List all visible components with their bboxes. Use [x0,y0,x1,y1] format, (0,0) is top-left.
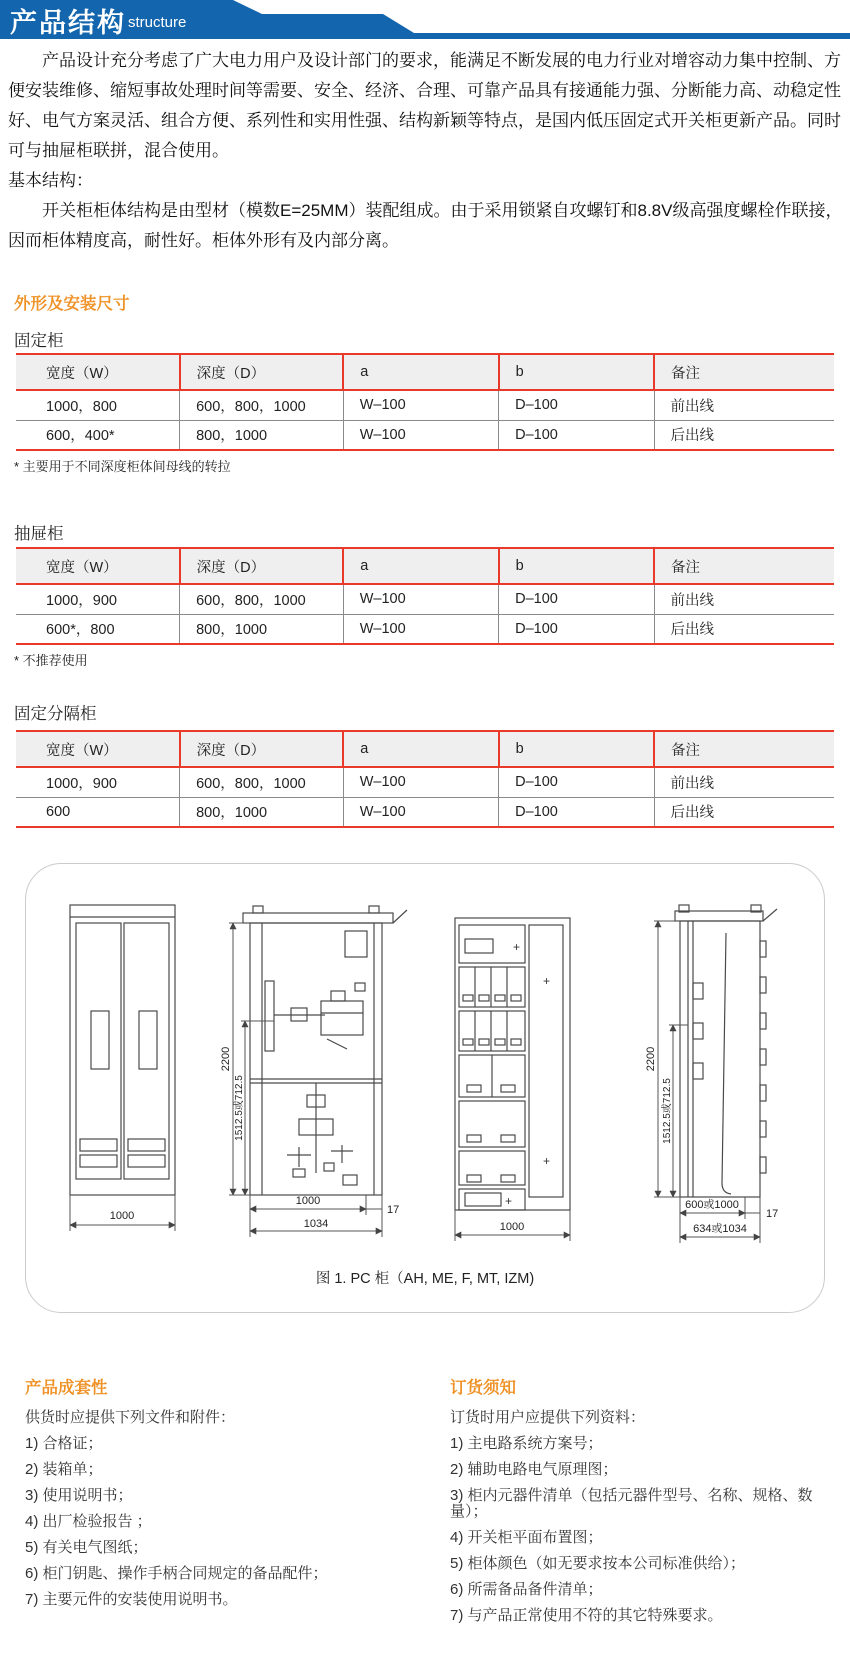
intro-paragraph-2: 开关柜柜体结构是由型材（模数E=25MM）装配组成。由于采用锁紧自攻螺钉和8.8V级高强度螺栓作联接，因而柜体精度高，耐性好。柜体外形有及内部分离。 [8,201,843,250]
intro-paragraph-1: 产品设计充分考虑了广大电力用户及设计部门的要求，能满足不断发展的电力行业对增容动力集中控制、方便安装维修、缩短事故处理时间等需要、安全、经济、合理、可靠产品具有接通能力强、分断能力高、动稳定性好、电气方案灵活、组合方便、系列性和实用性强、结构新颖等特点，是国内低压固定式开关柜更新产品。同时可与抽屉柜联拼，混合使用。 [8,51,841,160]
dim-label-section-wall: 17 [387,1204,400,1216]
plus-marks [505,940,550,1208]
order-section [450,1380,845,1634]
list-item: 3) 柜内元器件清单（包括元器件型号、名称、规格、数量）； [450,1487,813,1520]
cell: D–100 [499,390,654,420]
dim-label-section-inner-height: 1512.5或712.5 [234,1075,245,1141]
cell: W–100 [343,797,498,827]
cabinet-front-view-drawing [70,905,175,1195]
col-header: 深度（D） [180,731,344,767]
col-header: a [343,354,498,390]
svg-text:+: + [505,1194,513,1208]
supply-intro: 供货时应提供下列文件和附件： [25,1409,236,1426]
cell: 600，800，1000 [180,767,344,797]
cell: 1000，900 [16,584,180,614]
col-header: a [343,548,498,584]
dim-label-side-outer-depth: 634或1034 [693,1223,747,1235]
figure-box [25,863,825,1313]
supply-heading: 产品成套性 [25,1379,108,1397]
dim-label-side-depth: 600或1000 [685,1199,739,1211]
col-header: 宽度（W） [16,731,180,767]
list-item: 1) 主电路系统方案号； [450,1435,603,1452]
list-item: 7) 与产品正常使用不符的其它特殊要求。 [450,1607,723,1624]
order-intro: 订货时用户应提供下列资料： [450,1409,646,1426]
page-title: 产品结构 [10,8,126,38]
intro-block [8,46,844,256]
cell: 后出线 [654,420,834,450]
cell: D–100 [499,767,654,797]
figure-border [26,864,825,1313]
cell: W–100 [343,614,498,644]
dim-label-side-wall: 17 [766,1208,779,1220]
col-header: 宽度（W） [16,354,180,390]
figure-caption: 图 1. PC 柜（AH, ME, F, MT, IZM) [315,1271,535,1287]
svg-text:+: + [513,940,521,954]
cell: 600*，800 [16,614,180,644]
list-item: 5) 有关电气图纸； [25,1539,148,1556]
cell: 600 [16,797,180,827]
cell: 800，1000 [180,614,344,644]
cabinet-section-view-drawing [243,906,407,1195]
cell: 1000，900 [16,767,180,797]
list-item: 1) 合格证； [25,1435,103,1452]
cell: W–100 [343,767,498,797]
fixed-cabinet-footnote: * 主要用于不同深度柜体间母线的转拉 [14,459,231,474]
cell: 前出线 [654,767,834,797]
list-item: 3) 使用说明书； [25,1487,133,1504]
order-heading: 订货须知 [450,1379,516,1397]
table-header-row [16,548,834,584]
cell: 1000，800 [16,390,180,420]
cabinet-module-front-drawing [455,918,570,1210]
dimensions-heading: 外形及安装尺寸 [14,295,130,313]
dim-label-side-height: 2200 [645,1046,657,1072]
col-header: b [499,731,654,767]
col-header: 宽度（W） [16,548,180,584]
table-header-row [16,354,834,390]
list-item: 4) 开关柜平面布置图； [450,1529,603,1546]
cell: D–100 [499,420,654,450]
col-header: 深度（D） [180,354,344,390]
svg-text:+: + [543,1154,551,1168]
cell: 600，400* [16,420,180,450]
cabinet-drawings [25,863,825,1313]
col-header: a [343,731,498,767]
col-header: 备注 [654,354,834,390]
drawer-cabinet-footnote: * 不推荐使用 [14,653,88,668]
cabinet-side-view-drawing [675,905,777,1197]
cell: 800，1000 [180,420,344,450]
cell: 前出线 [654,390,834,420]
cell: 800，1000 [180,797,344,827]
list-item: 7) 主要元件的安装使用说明书。 [25,1591,238,1608]
dim-label-module-width: 1000 [499,1221,525,1233]
partition-cabinet-table [16,730,834,828]
table-row [16,614,834,644]
cell: 前出线 [654,584,834,614]
cabinet-2-dimensions [229,923,382,1237]
col-header: 备注 [654,548,834,584]
list-item: 6) 柜门钥匙、操作手柄合同规定的备品配件； [25,1565,328,1582]
cell: D–100 [499,797,654,827]
fixed-cabinet-label: 固定柜 [14,332,64,350]
cell: 后出线 [654,797,834,827]
cell: W–100 [343,584,498,614]
dim-label-front-width: 1000 [109,1210,135,1222]
list-item: 6) 所需备品备件清单； [450,1581,603,1598]
cell: 后出线 [654,614,834,644]
table-row [16,584,834,614]
table-row [16,767,834,797]
table-header-row [16,731,834,767]
cell: 600，800，1000 [180,584,344,614]
cell: 600，800，1000 [180,390,344,420]
svg-text:+: + [543,974,551,988]
list-item: 5) 柜体颜色（如无要求按本公司标准供给）； [450,1555,746,1572]
cell: D–100 [499,614,654,644]
table-row [16,390,834,420]
page-header [0,0,850,40]
supply-section [25,1380,430,1618]
list-item: 4) 出厂检验报告 ； [25,1513,152,1530]
basic-structure-label: 基本结构： [8,171,93,190]
table-row [16,420,834,450]
list-item: 2) 辅助电路电气原理图； [450,1461,618,1478]
col-header: 备注 [654,731,834,767]
cell: W–100 [343,420,498,450]
table-row [16,797,834,827]
partition-cabinet-label: 固定分隔柜 [14,705,97,723]
dim-label-side-inner-height: 1512.5或712.5 [662,1078,673,1144]
cell: W–100 [343,390,498,420]
col-header: b [499,548,654,584]
dim-label-section-outer-width: 1034 [303,1218,329,1230]
dim-label-section-width: 1000 [295,1195,321,1207]
cell: D–100 [499,584,654,614]
drawer-cabinet-label: 抽屉柜 [14,525,64,543]
list-item: 2) 装箱单； [25,1461,103,1478]
drawer-cabinet-table [16,547,834,645]
dim-label-section-height: 2200 [220,1046,232,1072]
page-subtitle: structure [128,14,187,31]
fixed-cabinet-table [16,353,834,451]
col-header: b [499,354,654,390]
col-header: 深度（D） [180,548,344,584]
